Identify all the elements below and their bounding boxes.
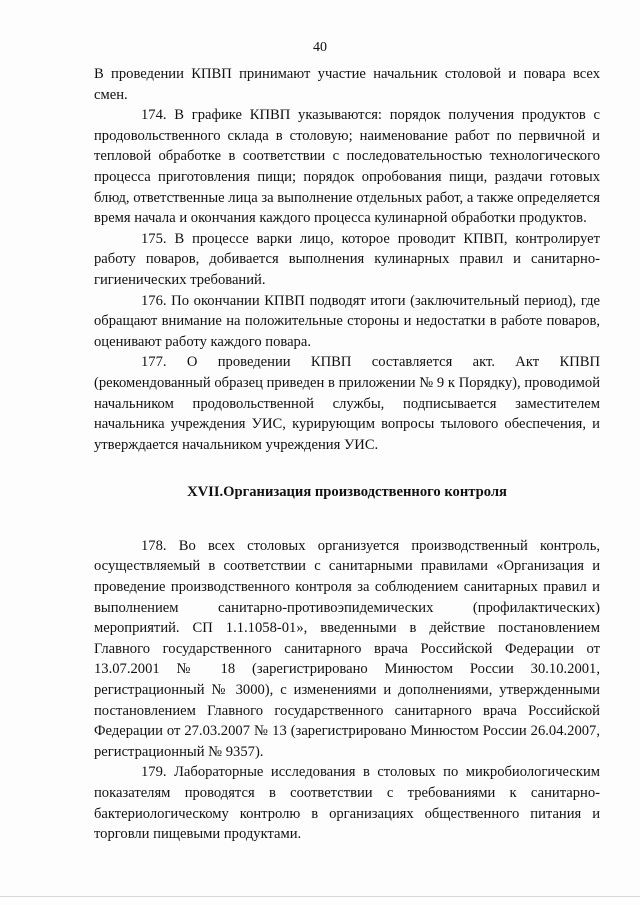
document-body: [94, 64, 600, 845]
paragraph: 174. В графике КПВП указываются: порядок получения продуктов с продовольственного склада в столовую; наименование работ по первичной и тепловой обработке в соответствии с последовательностью технологического процесса приготовления пищи; порядок опробования пищи, раздачи готовых блюд, ответственные лица за выполнение отдельных работ, а также определяется время начала и окончания каждого процесса кулинарной обработки продуктов.: [94, 107, 600, 227]
section-title: XVII.Организация производственного контроля: [187, 484, 507, 501]
paragraph: 175. В процессе варки лицо, которое проводит КПВП, контролирует работу поваров, добивается выполнения кулинарных правил и санитарно-гигиенических требований.: [94, 230, 600, 288]
paragraph: В проведении КПВП принимают участие начальник столовой и повара всех смен.: [94, 66, 600, 103]
paragraph: 178. Во всех столовых организуется производственный контроль, осуществляемый в соответствии с санитарными правилами «Организация и проведение производственного контроля за соблюдением санитарных правил и выполнением санитарно-противоэпидемических (профилактических) мероприятий. СП 1.1.1058-01», введенными в действие постановлением Главного государственного санитарного врача Российской Федерации от 13.07.2001 № 18 (зарегистрировано Минюстом России 30.10.2001, регистрационный № 3000), с изменениями и дополнениями, утвержденными постановлением Главного государственного санитарного врача Российской Федерации от 27.03.2007 № 13 (зарегистрировано Минюстом России 26.04.2007, регистрационный № 9357).: [94, 537, 600, 760]
page-bottom-edge: [0, 896, 640, 897]
paragraph: 177. О проведении КПВП составляется акт. Акт КПВП (рекомендованный образец приведен в приложении № 9 к Порядку), проводимой начальником продовольственной службы, подписывается заместителем начальника учреждения УИС, курирующим вопросы тылового обеспечения, и утверждается начальником учреждения УИС.: [94, 354, 600, 453]
paragraph: 176. По окончании КПВП подводят итоги (заключительный период), где обращают внимание на положительные стороны и недостатки в работе поваров, оценивают работу каждого повара.: [94, 292, 600, 350]
page-number: 40: [313, 40, 327, 55]
paragraphs-after-section: [94, 536, 600, 845]
paragraphs-before-section: [94, 64, 600, 455]
paragraph: 179. Лабораторные исследования в столовых по микробиологическим показателям проводятся в соответствии с требованиями к санитарно-бактериологическому контролю в организациях общественного питания и торговли пищевыми продуктами.: [94, 764, 600, 843]
